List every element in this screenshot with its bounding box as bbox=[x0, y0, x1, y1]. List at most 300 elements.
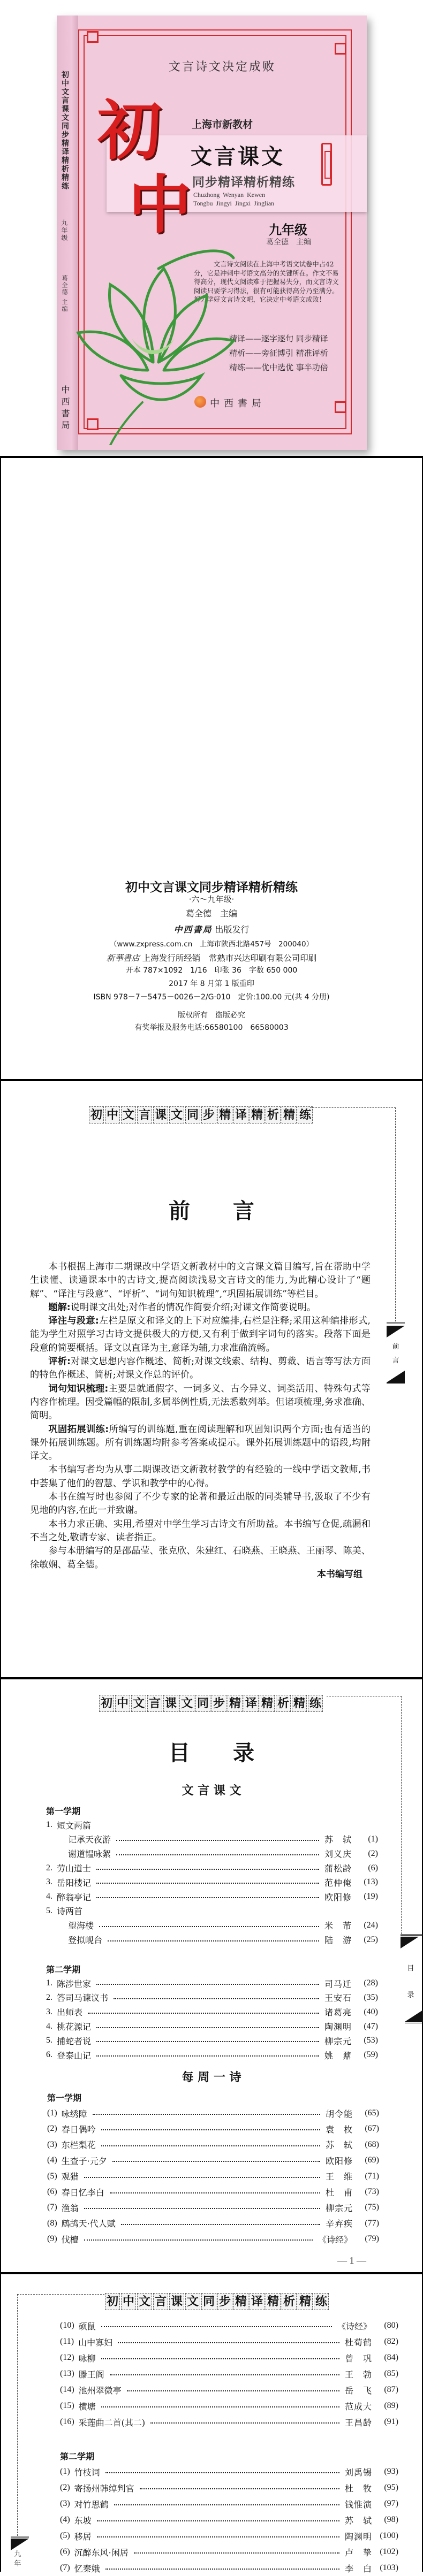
paragraph-lead: 题解: bbox=[48, 1302, 71, 1313]
cover-ornament-icon bbox=[321, 143, 332, 186]
corner-ornament bbox=[335, 401, 346, 413]
paragraph-text: 本书编写者均为从事二期课改语文新教材教学的有经验的一线中学语文教师,书中荟集了他们的智慧、学识和教学中的心得。 bbox=[30, 1464, 371, 1489]
toc-entry-number: (3) bbox=[47, 2139, 57, 2149]
toc-entry-number: (12) bbox=[60, 2353, 74, 2362]
lotus-petal bbox=[144, 269, 176, 362]
toc-entry-author: 《诗经》 bbox=[337, 2321, 372, 2332]
toc-entry-author: 《诗经》 bbox=[318, 2234, 353, 2245]
paragraph-text: 主要是就通假字、一词多义、古今异义、词类活用、特殊句式等内容作梳理。因受篇幅的限制,多属举例性质,无法悉数列举。但诸项梳理,务求准确、简明。 bbox=[30, 1383, 371, 1421]
toc-entry[interactable] bbox=[46, 1832, 378, 1847]
toc-entry-author: 蒲松龄 bbox=[324, 1863, 351, 1874]
toc-entry-page: (98) bbox=[384, 2515, 398, 2524]
dot-leader bbox=[97, 2536, 339, 2537]
toc-entry-page: (6) bbox=[368, 1863, 378, 1872]
dot-leader bbox=[108, 1940, 319, 1941]
dot-leader bbox=[116, 1840, 319, 1841]
toc-entry[interactable] bbox=[60, 2464, 398, 2480]
tab-marker-icon bbox=[387, 1326, 405, 1337]
toc-list bbox=[60, 2318, 398, 2430]
toc-entry-page: (80) bbox=[384, 2321, 398, 2330]
copyright-rights: 版权所有 盗版必究 bbox=[178, 1011, 245, 1020]
header-char: 初 bbox=[105, 2293, 120, 2310]
toc-entry-number: (2) bbox=[47, 2124, 57, 2134]
toc-entry-page: (25) bbox=[364, 1935, 378, 1944]
toc-entry-number: (14) bbox=[60, 2385, 74, 2394]
toc-entry-author: 柳宗元 bbox=[324, 2036, 351, 2046]
toc-entry-number: 2. bbox=[46, 1863, 52, 1872]
toc-entry-page: (53) bbox=[364, 2036, 378, 2045]
toc-entry-number: (10) bbox=[60, 2321, 74, 2330]
toc-entry-page: (71) bbox=[365, 2171, 379, 2181]
dot-leader bbox=[101, 2358, 339, 2359]
side-rule bbox=[17, 2294, 18, 2536]
toc-entry[interactable] bbox=[46, 2019, 378, 2034]
dot-leader bbox=[121, 2224, 320, 2225]
paragraph-text: 本书力求正确、实用,希望对中学生学习古诗文有所助益。本书编写仓促,疏漏和不当之处,敬请专家、读者指正。 bbox=[30, 1518, 371, 1543]
copyright-address: （www.zxpress.com.cn 上海市陕西北路457号 200040） bbox=[109, 940, 314, 949]
toc-entry-page: (47) bbox=[364, 2021, 378, 2031]
toc-entry-author: 欧阳修 bbox=[324, 1892, 351, 1902]
toc-entry-author: 刘禹锡 bbox=[345, 2467, 372, 2478]
header-char: 初 bbox=[89, 1106, 104, 1123]
toc-entry[interactable] bbox=[46, 1918, 378, 1932]
toc-entry-title: 移居 bbox=[74, 2531, 92, 2542]
publisher-suffix: 出版发行 bbox=[215, 924, 250, 935]
preface-paragraph bbox=[30, 1314, 371, 1355]
toc-entry-title: 登泰山记 bbox=[57, 2050, 92, 2061]
spine-title: 初中文言课文同步精译精析精练 bbox=[61, 71, 69, 190]
toc-entry-page: (79) bbox=[365, 2234, 379, 2244]
toc-entry[interactable] bbox=[60, 2398, 398, 2414]
dot-leader bbox=[96, 1883, 319, 1884]
paragraph-text: 所编写的训练题,重在阅读理解和巩固知识两个方面;也有适当的课外拓展训练题。所有训练题均附参考答案或提示。课外拓展训练题中的语段,均附译文。 bbox=[30, 1424, 371, 1462]
paragraph-text: 参与本册编写的是邵晶莹、张克欣、朱建红、石晓燕、王晓燕、王丽琴、陈美、徐敏娴、葛全德。 bbox=[30, 1546, 371, 1570]
pinyin-line-2: Tongbu Jingyi Jingxi Jinglian bbox=[193, 200, 275, 207]
distributor-logo-text: 新華書店 bbox=[106, 953, 140, 963]
header-char: 同 bbox=[201, 2293, 216, 2310]
toc-entry-title: 渔翁 bbox=[61, 2203, 79, 2213]
toc-entry-title: 望海楼 bbox=[68, 1921, 94, 1931]
toc-entry-page: (68) bbox=[365, 2139, 379, 2149]
toc-entry-author: 李白 bbox=[345, 2563, 372, 2574]
toc-entry-title: 忆秦娥 bbox=[74, 2563, 100, 2574]
header-char: 中 bbox=[115, 1695, 130, 1712]
toc-entry-number: (1) bbox=[60, 2467, 70, 2476]
toc-side-tab-2 bbox=[12, 2550, 23, 2569]
toc-entry-number: 3. bbox=[46, 1877, 52, 1887]
publisher-logo-text: 中西書局 bbox=[173, 924, 213, 935]
copyright-format: 开本 787×1092 1/16 印张 36 字数 650 000 bbox=[125, 966, 298, 975]
toc-entry-author: 胡令能 bbox=[326, 2108, 352, 2119]
dot-leader bbox=[84, 2239, 313, 2241]
header-char: 精 bbox=[292, 1695, 307, 1712]
header-char: 文 bbox=[179, 1695, 194, 1712]
toc-entry-page: (82) bbox=[384, 2337, 398, 2346]
dot-leader bbox=[96, 2027, 319, 2028]
toc-entry[interactable] bbox=[47, 2121, 379, 2137]
header-char: 精 bbox=[260, 1695, 275, 1712]
paragraph-lead: 译注与段意: bbox=[48, 1316, 99, 1327]
toc-entry-page: (13) bbox=[364, 1877, 378, 1887]
dot-leader bbox=[101, 2406, 339, 2407]
toc-entry-number: (5) bbox=[47, 2171, 57, 2181]
toc-list bbox=[47, 2090, 379, 2247]
toc-entry-number: (7) bbox=[60, 2563, 70, 2572]
header-char: 精 bbox=[266, 2293, 281, 2310]
toc-entry-title: 第一学期 bbox=[47, 2093, 82, 2104]
cover-slogan: 文言诗文决定成败 bbox=[168, 60, 276, 74]
toc-entry-author: 米芾 bbox=[324, 1921, 351, 1931]
paragraph-text: 说明课文出处;对作者的情况作简要介绍;对课文作简要说明。 bbox=[70, 1302, 316, 1313]
toc-entry[interactable] bbox=[60, 2544, 398, 2560]
toc-entry-title: 横塘 bbox=[78, 2401, 96, 2412]
toc-entry-author: 钱惟演 bbox=[345, 2499, 372, 2510]
corner-ornament bbox=[335, 43, 346, 55]
toc-entry-title: 采莲曲二首(其二) bbox=[78, 2417, 146, 2428]
toc-entry-number: 6. bbox=[46, 2050, 52, 2060]
toc-entry-page: (67) bbox=[365, 2124, 379, 2134]
toc-term-heading bbox=[47, 2090, 379, 2105]
header-char: 步 bbox=[201, 1106, 216, 1123]
toc-entry-title: 沉醉东风·闲居 bbox=[74, 2547, 129, 2558]
toc-entry[interactable] bbox=[47, 2168, 379, 2184]
header-char: 初 bbox=[99, 1695, 114, 1712]
toc-entry[interactable] bbox=[60, 2318, 398, 2334]
toc-entry-title: 短文两篇 bbox=[57, 1820, 92, 1831]
dot-leader bbox=[84, 2177, 320, 2178]
cover-grade: 九年级 bbox=[269, 223, 307, 238]
toc-entry-author: 范仲俺 bbox=[324, 1877, 351, 1888]
preface-paragraph bbox=[30, 1260, 371, 1301]
publisher-logo-icon bbox=[194, 396, 206, 408]
toc-entry-title: 池州翠微亭 bbox=[78, 2385, 122, 2396]
toc-entry[interactable] bbox=[46, 1861, 378, 1875]
toc-list bbox=[46, 1962, 378, 2062]
toc-entry-author: 姚鼐 bbox=[324, 2050, 351, 2061]
toc-entry-title: 谢道韫咏絮 bbox=[68, 1849, 111, 1860]
toc-entry-page: (65) bbox=[365, 2108, 379, 2118]
toc-entry-author: 王维 bbox=[326, 2172, 352, 2182]
toc-entry-number: (5) bbox=[60, 2531, 70, 2540]
big-char-zhong: 中 bbox=[129, 167, 192, 242]
toc-entry-author: 袁枚 bbox=[326, 2124, 352, 2135]
toc-entry-title: 咏柳 bbox=[78, 2353, 96, 2364]
toc-entry-number: 2. bbox=[46, 1992, 52, 2002]
paragraph-lead: 巩固拓展训练: bbox=[48, 1424, 109, 1435]
header-char: 练 bbox=[314, 2293, 329, 2310]
header-char: 文 bbox=[169, 1106, 184, 1123]
spine-publisher: 中西書局 bbox=[60, 385, 70, 432]
header-char: 精 bbox=[282, 1106, 297, 1123]
copyright-publisher-line bbox=[0, 923, 423, 935]
toc-entry-number: 4. bbox=[46, 1892, 52, 1901]
copyright-distributor-line bbox=[0, 952, 423, 964]
toc-entry-title: 第二学期 bbox=[46, 1964, 81, 1975]
spine-grade: 九年级 bbox=[61, 219, 68, 242]
header-char: 中 bbox=[105, 1106, 120, 1123]
toc-entry-author: 范成大 bbox=[345, 2401, 372, 2412]
toc-entry[interactable] bbox=[46, 2034, 378, 2048]
header-char: 精 bbox=[250, 1106, 265, 1123]
dot-leader bbox=[105, 2569, 339, 2570]
header-char: 精 bbox=[228, 1695, 243, 1712]
toc-entry[interactable] bbox=[46, 1875, 378, 1890]
toc-entry[interactable] bbox=[46, 1890, 378, 1904]
feature-item: 精析——旁征博引 精准评析 bbox=[229, 348, 328, 358]
toc-entry-title: 春日偶吟 bbox=[61, 2124, 96, 2135]
toc-entry-number: (2) bbox=[60, 2483, 70, 2492]
toc-entry-author: 杜甫 bbox=[326, 2187, 352, 2198]
tab-char: 目 bbox=[407, 1965, 414, 1973]
lotus-leaf-edge bbox=[158, 251, 233, 269]
feature-item: 精练——优中选优 事半功倍 bbox=[229, 363, 328, 372]
header-char: 译 bbox=[233, 1106, 248, 1123]
header-char: 言 bbox=[153, 2293, 168, 2310]
spine-editor: 葛全德 主编 bbox=[61, 275, 68, 313]
toc-entry-page: (97) bbox=[384, 2499, 398, 2508]
header-char: 言 bbox=[147, 1695, 162, 1712]
header-char: 精 bbox=[298, 2293, 313, 2310]
series-label: 上海市新教材 bbox=[192, 119, 253, 131]
toc-entry[interactable] bbox=[47, 2105, 379, 2121]
toc-entry-author: 欧阳修 bbox=[326, 2155, 352, 2166]
toc-entry-title: 第一学期 bbox=[46, 1806, 81, 1816]
dot-leader bbox=[93, 2114, 320, 2115]
toc-term-heading bbox=[46, 1803, 378, 1818]
toc-entry[interactable] bbox=[46, 1932, 378, 1947]
toc-entry[interactable] bbox=[46, 1904, 378, 1918]
toc-term-heading bbox=[60, 2448, 398, 2464]
toc-entry[interactable] bbox=[46, 2048, 378, 2062]
toc-entry-page: (35) bbox=[364, 1992, 378, 2002]
toc-entry[interactable] bbox=[60, 2414, 398, 2430]
dot-leader bbox=[118, 2342, 339, 2343]
toc-entry-page: (24) bbox=[364, 1920, 378, 1930]
toc-entry-page: (89) bbox=[384, 2401, 398, 2410]
toc-entry-page: (84) bbox=[384, 2353, 398, 2362]
toc-entry[interactable] bbox=[60, 2512, 398, 2528]
pinyin-line-1: Chuzhong Wenyan Kewen bbox=[193, 191, 266, 198]
running-header bbox=[89, 1106, 313, 1123]
toc-entry-title: 咏绣障 bbox=[61, 2108, 87, 2119]
toc-entry-title: 对竹思鹤 bbox=[74, 2499, 109, 2510]
toc-section-poems: 每 周 一 诗 bbox=[182, 2070, 241, 2084]
preface-side-tab bbox=[390, 1340, 401, 1368]
running-header bbox=[105, 2293, 329, 2310]
toc-entry[interactable] bbox=[60, 2382, 398, 2398]
toc-entry[interactable] bbox=[47, 2137, 379, 2152]
toc-entry[interactable] bbox=[47, 2200, 379, 2215]
toc-entry-author: 曾巩 bbox=[345, 2353, 372, 2364]
tab-char: 录 bbox=[407, 1991, 414, 1999]
toc-entry[interactable] bbox=[47, 2231, 379, 2247]
toc-entry-number: (9) bbox=[47, 2234, 57, 2244]
copyright-edition: 2017 年 8 月第 1 版重印 bbox=[169, 980, 254, 988]
toc-entry-author: 辛弃疾 bbox=[326, 2219, 352, 2229]
preface-paragraph bbox=[30, 1518, 371, 1545]
toc-entry-number: (7) bbox=[47, 2203, 57, 2212]
preface-paragraph bbox=[30, 1355, 371, 1382]
toc-entry-page: (75) bbox=[365, 2203, 379, 2212]
toc-entry[interactable] bbox=[46, 1991, 378, 2005]
toc-entry-author: 杜荀鹤 bbox=[345, 2337, 372, 2348]
toc-entry-number: (16) bbox=[60, 2417, 74, 2426]
toc-entry-author: 杜牧 bbox=[345, 2483, 372, 2494]
toc-entry-title: 醉翁亭记 bbox=[57, 1892, 92, 1902]
copyright-grade-range: ·六～九年级· bbox=[188, 895, 235, 904]
toc-entry[interactable] bbox=[60, 2560, 398, 2576]
toc-entry-page: (73) bbox=[365, 2187, 379, 2197]
toc-entry[interactable] bbox=[60, 2496, 398, 2512]
paragraph-lead: 词句知识梳理: bbox=[48, 1383, 109, 1394]
toc-entry-page: (85) bbox=[384, 2369, 398, 2378]
cover-editor: 葛全德 主编 bbox=[266, 238, 311, 247]
toc-entry[interactable] bbox=[60, 2350, 398, 2366]
toc-entry-author: 苏轼 bbox=[326, 2140, 352, 2151]
toc-entry-page: (28) bbox=[364, 1978, 378, 1988]
toc-entry-number: (4) bbox=[47, 2155, 57, 2165]
toc-entry-author: 王安石 bbox=[324, 1993, 351, 2004]
toc-entry[interactable] bbox=[46, 1976, 378, 1991]
toc-entry-author: 司马迁 bbox=[324, 1978, 351, 1989]
toc-entry-author: 陶渊明 bbox=[324, 2022, 351, 2032]
toc-entry[interactable] bbox=[46, 1846, 378, 1861]
dot-leader bbox=[96, 1984, 319, 1985]
toc-entry-page: (2) bbox=[368, 1848, 378, 1858]
toc-entry-page: (102) bbox=[380, 2547, 398, 2556]
lotus-stem bbox=[110, 402, 142, 445]
big-char-chu: 初 bbox=[97, 93, 162, 169]
header-char: 步 bbox=[217, 2293, 232, 2310]
toc-entry-title: 竹枝词 bbox=[74, 2467, 100, 2478]
copyright-isbn: ISBN 978－7－5475－0026－2/G·010 定价:100.00 元(共 4 分册) bbox=[93, 993, 330, 1002]
tab-char: 言 bbox=[392, 1357, 399, 1365]
toc-entry-title: 登拟岘台 bbox=[68, 1935, 103, 1946]
toc-entry-number: (1) bbox=[47, 2108, 57, 2118]
toc-entry-page: (19) bbox=[364, 1892, 378, 1901]
tab-bar bbox=[401, 1934, 423, 1936]
toc-entry-title: 答司马谏议书 bbox=[57, 1993, 109, 2004]
toc-title: 目 录 bbox=[169, 1741, 254, 1765]
header-char: 精 bbox=[233, 2293, 248, 2310]
toc-entry-page: (95) bbox=[384, 2483, 398, 2492]
corner-ornament bbox=[87, 31, 99, 43]
tab-bar bbox=[11, 2536, 29, 2537]
toc-entry-number: (6) bbox=[60, 2547, 70, 2556]
toc-entry[interactable] bbox=[47, 2215, 379, 2231]
dot-leader bbox=[134, 2552, 339, 2554]
header-char: 文 bbox=[137, 2293, 152, 2310]
header-char: 析 bbox=[276, 1695, 291, 1712]
toc-entry-number: (11) bbox=[60, 2337, 74, 2346]
header-char: 练 bbox=[308, 1695, 323, 1712]
distributor-text: 上海发行所经销 常熟市兴达印刷有限公司印刷 bbox=[142, 953, 317, 963]
toc-entry-number: (13) bbox=[60, 2369, 74, 2378]
toc-list bbox=[60, 2448, 398, 2576]
dot-leader bbox=[99, 1926, 319, 1927]
toc-entry-author: 王昌龄 bbox=[345, 2417, 372, 2428]
header-char: 文 bbox=[121, 1106, 136, 1123]
toc-entry-title: 记承天夜游 bbox=[68, 1834, 111, 1845]
toc-entry-author: 陆游 bbox=[324, 1935, 351, 1946]
tab-marker-icon bbox=[11, 2539, 29, 2550]
toc-entry-page: (100) bbox=[380, 2531, 398, 2540]
toc-entry-page: (1) bbox=[368, 1834, 378, 1844]
toc-entry-title: 生查子·元夕 bbox=[61, 2155, 107, 2166]
toc-entry-page: (40) bbox=[364, 2007, 378, 2016]
toc-entry[interactable] bbox=[60, 2366, 398, 2382]
toc-side-tab bbox=[405, 1955, 416, 2009]
toc-entry[interactable] bbox=[46, 1818, 378, 1832]
toc-entry-author: 陶渊明 bbox=[345, 2531, 372, 2542]
toc-entry[interactable] bbox=[60, 2480, 398, 2496]
toc-entry-title: 诗两首 bbox=[57, 1906, 83, 1917]
header-char: 文 bbox=[131, 1695, 146, 1712]
dot-leader bbox=[150, 2422, 339, 2424]
toc-entry-title: 陈涉世家 bbox=[57, 1978, 92, 1989]
toc-entry-title: 桃花源记 bbox=[57, 2022, 92, 2032]
toc-entry-author: 岳飞 bbox=[345, 2385, 372, 2396]
toc-entry-number: (3) bbox=[60, 2499, 70, 2508]
toc-entry[interactable] bbox=[46, 2005, 378, 2019]
toc-entry[interactable] bbox=[60, 2334, 398, 2350]
dot-leader bbox=[97, 2520, 339, 2521]
toc-entry-author: 苏轼 bbox=[324, 1834, 351, 1845]
header-char: 同 bbox=[195, 1695, 210, 1712]
toc-entry-author: 诸葛亮 bbox=[324, 2007, 351, 2018]
toc-entry-title: 滕王阁 bbox=[78, 2369, 104, 2380]
copyright-title: 初中文言课文同步精译精析精练 bbox=[125, 881, 298, 895]
dot-leader bbox=[96, 2055, 319, 2057]
toc-entry[interactable] bbox=[60, 2528, 398, 2544]
header-char: 译 bbox=[250, 2293, 265, 2310]
toc-entry-number: 5. bbox=[46, 2036, 52, 2045]
tab-marker-icon bbox=[405, 2010, 423, 2022]
header-char: 课 bbox=[163, 1695, 178, 1712]
toc-entry-title: 出师表 bbox=[57, 2007, 83, 2018]
dot-leader bbox=[114, 1998, 319, 1999]
toc-entry[interactable] bbox=[47, 2184, 379, 2199]
tab-bar bbox=[387, 1382, 405, 1384]
tab-char: 九 bbox=[14, 2550, 21, 2558]
header-char: 课 bbox=[153, 1106, 168, 1123]
dot-leader bbox=[110, 2374, 339, 2375]
toc-entry-number: 4. bbox=[46, 2021, 52, 2031]
lotus-petal bbox=[78, 332, 148, 370]
toc-entry-author: 柳宗元 bbox=[326, 2203, 352, 2213]
toc-entry-author: 苏轼 bbox=[345, 2515, 372, 2526]
toc-entry-title: 劳山道士 bbox=[57, 1863, 92, 1874]
tab-char: 前 bbox=[392, 1343, 399, 1351]
toc-entry-author: 卢挚 bbox=[345, 2547, 372, 2558]
toc-entry-title: 东坡 bbox=[74, 2515, 92, 2526]
toc-entry-title: 鹧鸪天·代人赋 bbox=[61, 2219, 116, 2229]
paragraph-text: 本书根据上海市二期课改中学语文新教材中的文言课文篇目编写,旨在帮助中学生读懂、读通课本中的古诗文,提高阅读浅易文言诗文的能力,为此精心设计了“题解”、“译注与段意”、“评析”、“词句知识梳理”,“巩固拓展训练”等栏目。 bbox=[30, 1262, 371, 1300]
toc-entry-number: (8) bbox=[47, 2218, 57, 2228]
lotus-petal bbox=[164, 339, 233, 370]
cover-subtitle: 同步精译精析精练 bbox=[192, 175, 295, 189]
copyright-editor: 葛全德 主编 bbox=[185, 908, 237, 919]
toc-entry-page: (103) bbox=[380, 2563, 398, 2572]
paragraph-text: 左栏是原文和译文的上下对应编排,右栏是注释;采用这种编排形式,能为学生对照学习古诗文提供极大的方便,又有利于做到字词句的落实。段落下面是段意的简要概括。译文以直译为主,意译为辅,力求准确流畅。 bbox=[30, 1316, 371, 1354]
toc-entry-title: 岳阳楼记 bbox=[57, 1877, 92, 1888]
toc-entry-page: (69) bbox=[365, 2155, 379, 2165]
header-char: 步 bbox=[212, 1695, 226, 1712]
preface-signature: 本书编写组 bbox=[317, 1569, 362, 1580]
dot-leader bbox=[110, 2192, 320, 2193]
toc-entry[interactable] bbox=[47, 2153, 379, 2168]
toc-entry-number: 1. bbox=[46, 1978, 52, 1988]
